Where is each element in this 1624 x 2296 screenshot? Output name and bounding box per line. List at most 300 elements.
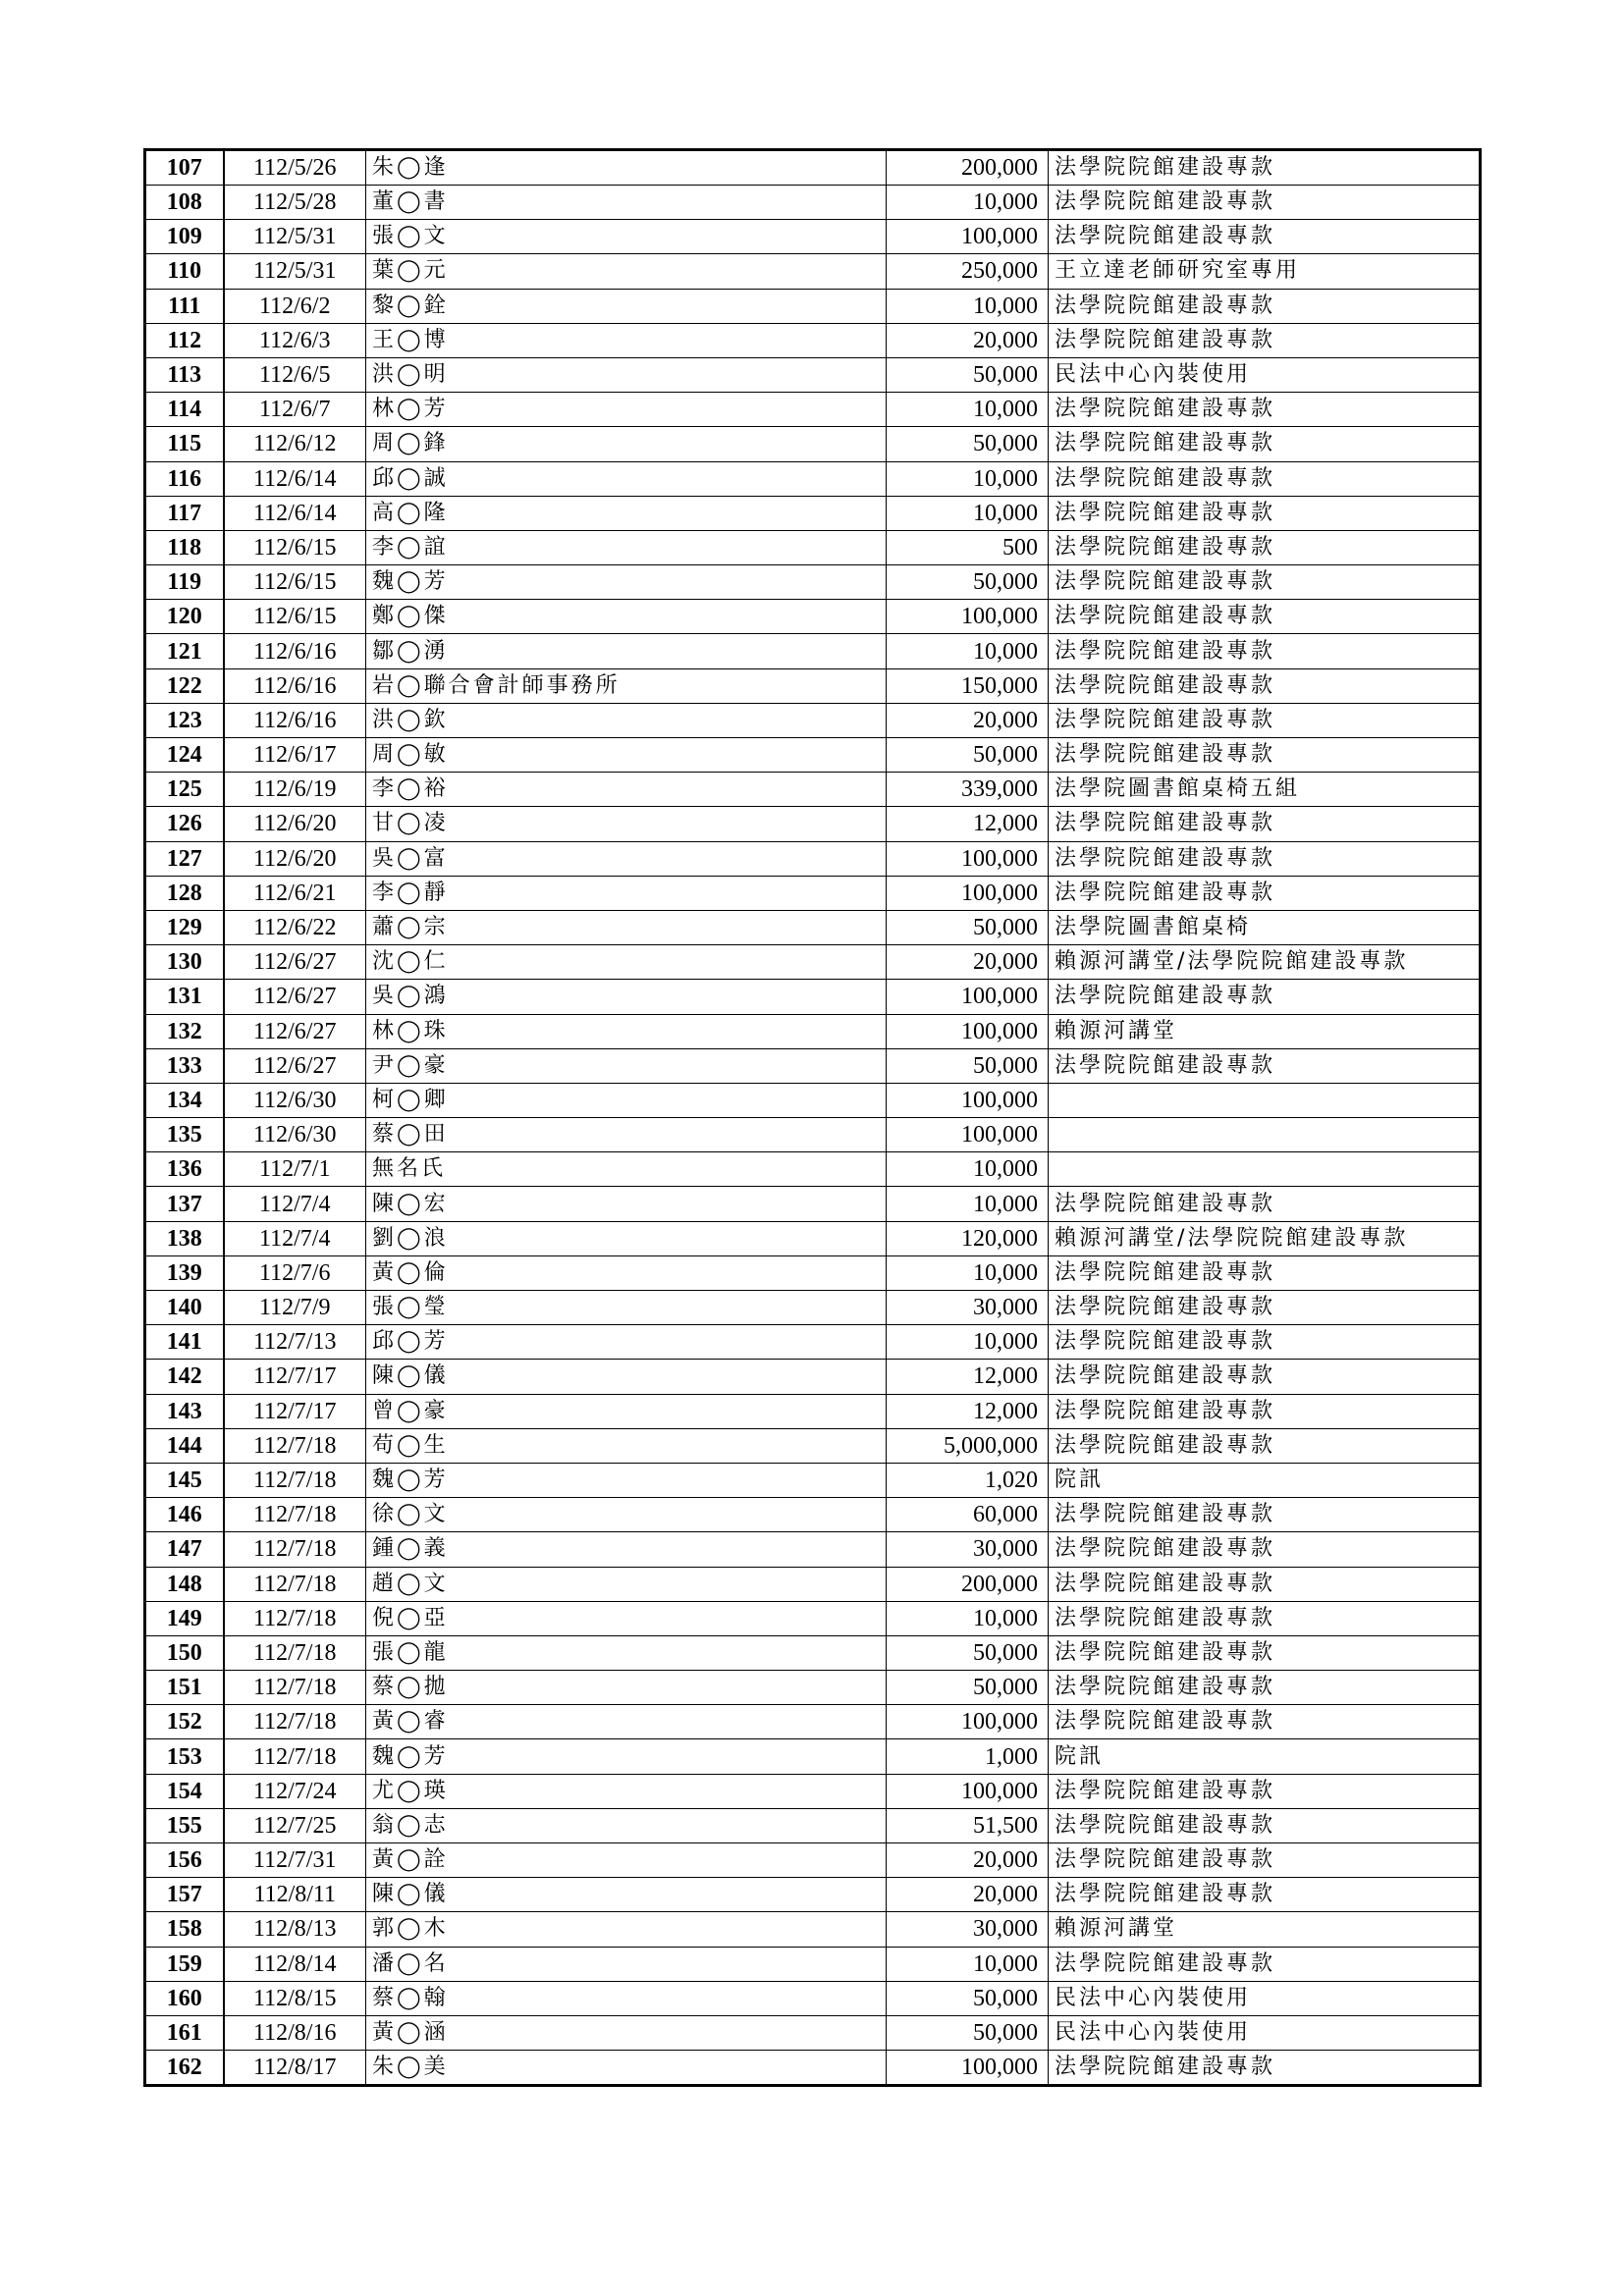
table-row xyxy=(145,1118,1481,1152)
date-cell: 112/7/4 xyxy=(224,1187,366,1221)
row-number-cell: 139 xyxy=(145,1255,224,1290)
table-row xyxy=(145,393,1481,427)
table-row xyxy=(145,2051,1481,2086)
purpose-cell: 法學院院館建設專款 xyxy=(1049,1360,1481,1394)
row-number-cell: 154 xyxy=(145,1774,224,1808)
donor-name-cell: 倪◯亞 xyxy=(366,1601,887,1635)
row-number-cell: 110 xyxy=(145,254,224,289)
row-number-cell: 126 xyxy=(145,807,224,841)
date-cell: 112/7/31 xyxy=(224,1843,366,1878)
donor-name-cell: 張◯文 xyxy=(366,220,887,254)
row-number-cell: 120 xyxy=(145,600,224,634)
date-cell: 112/5/26 xyxy=(224,150,366,186)
donor-name-cell: 蔡◯翰 xyxy=(366,1981,887,2015)
amount-cell: 10,000 xyxy=(887,496,1049,530)
amount-cell: 20,000 xyxy=(887,323,1049,357)
date-cell: 112/6/15 xyxy=(224,565,366,600)
donor-name-cell: 苟◯生 xyxy=(366,1428,887,1463)
purpose-cell: 法學院院館建設專款 xyxy=(1049,1878,1481,1912)
table-row xyxy=(145,1601,1481,1635)
table-row xyxy=(145,461,1481,496)
table-row xyxy=(145,773,1481,807)
purpose-cell: 法學院院館建設專款 xyxy=(1049,1255,1481,1290)
purpose-cell: 法學院院館建設專款 xyxy=(1049,1291,1481,1325)
amount-cell: 10,000 xyxy=(887,186,1049,220)
purpose-cell: 法學院院館建設專款 xyxy=(1049,980,1481,1014)
row-number-cell: 153 xyxy=(145,1739,224,1774)
row-number-cell: 157 xyxy=(145,1878,224,1912)
table-row xyxy=(145,1394,1481,1428)
donor-name-cell: 鄭◯傑 xyxy=(366,600,887,634)
table-row xyxy=(145,323,1481,357)
amount-cell: 10,000 xyxy=(887,393,1049,427)
date-cell: 112/7/13 xyxy=(224,1325,366,1360)
table-row xyxy=(145,1981,1481,2015)
date-cell: 112/8/15 xyxy=(224,1981,366,2015)
row-number-cell: 161 xyxy=(145,2015,224,2050)
row-number-cell: 112 xyxy=(145,323,224,357)
amount-cell: 50,000 xyxy=(887,357,1049,392)
purpose-cell: 法學院院館建設專款 xyxy=(1049,1325,1481,1360)
date-cell: 112/7/18 xyxy=(224,1671,366,1705)
table-row xyxy=(145,150,1481,186)
purpose-cell: 院訊 xyxy=(1049,1739,1481,1774)
amount-cell: 30,000 xyxy=(887,1532,1049,1567)
donor-name-cell: 董◯書 xyxy=(366,186,887,220)
date-cell: 112/6/27 xyxy=(224,1048,366,1083)
purpose-cell: 法學院院館建設專款 xyxy=(1049,876,1481,910)
row-number-cell: 144 xyxy=(145,1428,224,1463)
donor-name-cell: 無名氏 xyxy=(366,1152,887,1187)
table-row xyxy=(145,220,1481,254)
date-cell: 112/7/18 xyxy=(224,1601,366,1635)
purpose-cell: 法學院院館建設專款 xyxy=(1049,1774,1481,1808)
table-row xyxy=(145,1498,1481,1532)
donor-name-cell: 葉◯元 xyxy=(366,254,887,289)
amount-cell: 150,000 xyxy=(887,668,1049,703)
purpose-cell: 法學院院館建設專款 xyxy=(1049,738,1481,773)
table-row xyxy=(145,1774,1481,1808)
purpose-cell: 法學院院館建設專款 xyxy=(1049,1532,1481,1567)
donor-name-cell: 吳◯鴻 xyxy=(366,980,887,1014)
donor-name-cell: 潘◯名 xyxy=(366,1947,887,1981)
table-row xyxy=(145,1532,1481,1567)
table-row xyxy=(145,1152,1481,1187)
amount-cell: 200,000 xyxy=(887,1567,1049,1601)
amount-cell: 20,000 xyxy=(887,945,1049,980)
date-cell: 112/6/17 xyxy=(224,738,366,773)
donor-name-cell: 洪◯欽 xyxy=(366,703,887,737)
donor-name-cell: 邱◯誠 xyxy=(366,461,887,496)
date-cell: 112/6/15 xyxy=(224,530,366,564)
donor-name-cell: 邱◯芳 xyxy=(366,1325,887,1360)
row-number-cell: 111 xyxy=(145,289,224,323)
donor-name-cell: 林◯珠 xyxy=(366,1014,887,1048)
date-cell: 112/5/28 xyxy=(224,186,366,220)
purpose-cell: 法學院院館建設專款 xyxy=(1049,1947,1481,1981)
table-row xyxy=(145,703,1481,737)
date-cell: 112/7/18 xyxy=(224,1567,366,1601)
date-cell: 112/7/18 xyxy=(224,1739,366,1774)
donor-name-cell: 翁◯志 xyxy=(366,1808,887,1842)
table-row xyxy=(145,186,1481,220)
row-number-cell: 151 xyxy=(145,1671,224,1705)
purpose-cell: 法學院院館建設專款 xyxy=(1049,1601,1481,1635)
purpose-cell xyxy=(1049,1118,1481,1152)
purpose-cell: 院訊 xyxy=(1049,1463,1481,1497)
amount-cell: 50,000 xyxy=(887,2015,1049,2050)
donor-name-cell: 周◯敏 xyxy=(366,738,887,773)
amount-cell: 100,000 xyxy=(887,1705,1049,1739)
amount-cell: 100,000 xyxy=(887,876,1049,910)
row-number-cell: 109 xyxy=(145,220,224,254)
purpose-cell: 賴源河講堂 xyxy=(1049,1912,1481,1947)
table-row xyxy=(145,910,1481,944)
donor-name-cell: 洪◯明 xyxy=(366,357,887,392)
date-cell: 112/7/1 xyxy=(224,1152,366,1187)
table-row xyxy=(145,565,1481,600)
donor-name-cell: 劉◯浪 xyxy=(366,1221,887,1255)
table-row xyxy=(145,807,1481,841)
purpose-cell: 法學院院館建設專款 xyxy=(1049,186,1481,220)
row-number-cell: 135 xyxy=(145,1118,224,1152)
table-row xyxy=(145,1325,1481,1360)
table-row xyxy=(145,289,1481,323)
donor-name-cell: 蕭◯宗 xyxy=(366,910,887,944)
row-number-cell: 162 xyxy=(145,2051,224,2086)
donor-name-cell: 柯◯卿 xyxy=(366,1083,887,1117)
purpose-cell: 法學院院館建設專款 xyxy=(1049,1567,1481,1601)
date-cell: 112/7/6 xyxy=(224,1255,366,1290)
amount-cell: 100,000 xyxy=(887,841,1049,876)
table-row xyxy=(145,357,1481,392)
amount-cell: 10,000 xyxy=(887,1187,1049,1221)
amount-cell: 100,000 xyxy=(887,1774,1049,1808)
row-number-cell: 113 xyxy=(145,357,224,392)
table-row xyxy=(145,1291,1481,1325)
table-row xyxy=(145,1808,1481,1842)
amount-cell: 50,000 xyxy=(887,1635,1049,1670)
donor-name-cell: 尤◯瑛 xyxy=(366,1774,887,1808)
donor-name-cell: 魏◯芳 xyxy=(366,1463,887,1497)
date-cell: 112/6/30 xyxy=(224,1083,366,1117)
purpose-cell: 法學院院館建設專款 xyxy=(1049,1048,1481,1083)
row-number-cell: 119 xyxy=(145,565,224,600)
amount-cell: 50,000 xyxy=(887,1048,1049,1083)
table-row xyxy=(145,1671,1481,1705)
date-cell: 112/6/16 xyxy=(224,668,366,703)
amount-cell: 50,000 xyxy=(887,1981,1049,2015)
row-number-cell: 159 xyxy=(145,1947,224,1981)
row-number-cell: 148 xyxy=(145,1567,224,1601)
row-number-cell: 141 xyxy=(145,1325,224,1360)
table-row xyxy=(145,1463,1481,1497)
amount-cell: 50,000 xyxy=(887,565,1049,600)
table-row xyxy=(145,1567,1481,1601)
purpose-cell: 法學院院館建設專款 xyxy=(1049,703,1481,737)
amount-cell: 100,000 xyxy=(887,980,1049,1014)
amount-cell: 100,000 xyxy=(887,2051,1049,2086)
table-row xyxy=(145,496,1481,530)
donor-name-cell: 鍾◯義 xyxy=(366,1532,887,1567)
donor-name-cell: 岩◯聯合會計師事務所 xyxy=(366,668,887,703)
amount-cell: 200,000 xyxy=(887,150,1049,186)
row-number-cell: 156 xyxy=(145,1843,224,1878)
donor-name-cell: 陳◯儀 xyxy=(366,1878,887,1912)
date-cell: 112/6/14 xyxy=(224,496,366,530)
purpose-cell: 法學院院館建設專款 xyxy=(1049,1635,1481,1670)
amount-cell: 5,000,000 xyxy=(887,1428,1049,1463)
table-row xyxy=(145,1083,1481,1117)
row-number-cell: 116 xyxy=(145,461,224,496)
purpose-cell: 王立達老師研究室專用 xyxy=(1049,254,1481,289)
amount-cell: 1,000 xyxy=(887,1739,1049,1774)
purpose-cell: 法學院院館建設專款 xyxy=(1049,496,1481,530)
amount-cell: 30,000 xyxy=(887,1912,1049,1947)
amount-cell: 100,000 xyxy=(887,220,1049,254)
amount-cell: 10,000 xyxy=(887,1947,1049,1981)
donor-name-cell: 郭◯木 xyxy=(366,1912,887,1947)
table-row xyxy=(145,1635,1481,1670)
donor-name-cell: 鄒◯湧 xyxy=(366,634,887,668)
table-row xyxy=(145,841,1481,876)
amount-cell: 12,000 xyxy=(887,807,1049,841)
amount-cell: 50,000 xyxy=(887,427,1049,461)
date-cell: 112/8/13 xyxy=(224,1912,366,1947)
purpose-cell: 法學院院館建設專款 xyxy=(1049,1428,1481,1463)
date-cell: 112/6/16 xyxy=(224,634,366,668)
table-row xyxy=(145,1843,1481,1878)
row-number-cell: 160 xyxy=(145,1981,224,2015)
amount-cell: 60,000 xyxy=(887,1498,1049,1532)
purpose-cell: 法學院圖書館桌椅五組 xyxy=(1049,773,1481,807)
date-cell: 112/6/15 xyxy=(224,600,366,634)
amount-cell: 339,000 xyxy=(887,773,1049,807)
amount-cell: 100,000 xyxy=(887,1118,1049,1152)
table-row xyxy=(145,738,1481,773)
date-cell: 112/7/18 xyxy=(224,1498,366,1532)
row-number-cell: 142 xyxy=(145,1360,224,1394)
donation-table-body xyxy=(145,150,1481,2086)
row-number-cell: 128 xyxy=(145,876,224,910)
purpose-cell: 法學院院館建設專款 xyxy=(1049,634,1481,668)
table-row xyxy=(145,1221,1481,1255)
amount-cell: 20,000 xyxy=(887,1843,1049,1878)
donor-name-cell: 王◯博 xyxy=(366,323,887,357)
date-cell: 112/5/31 xyxy=(224,254,366,289)
purpose-cell: 法學院院館建設專款 xyxy=(1049,1671,1481,1705)
date-cell: 112/6/7 xyxy=(224,393,366,427)
row-number-cell: 134 xyxy=(145,1083,224,1117)
amount-cell: 10,000 xyxy=(887,1152,1049,1187)
date-cell: 112/6/12 xyxy=(224,427,366,461)
amount-cell: 12,000 xyxy=(887,1360,1049,1394)
amount-cell: 500 xyxy=(887,530,1049,564)
purpose-cell: 法學院院館建設專款 xyxy=(1049,841,1481,876)
row-number-cell: 117 xyxy=(145,496,224,530)
table-row xyxy=(145,634,1481,668)
row-number-cell: 123 xyxy=(145,703,224,737)
donor-name-cell: 黃◯詮 xyxy=(366,1843,887,1878)
donor-name-cell: 吳◯富 xyxy=(366,841,887,876)
row-number-cell: 136 xyxy=(145,1152,224,1187)
row-number-cell: 145 xyxy=(145,1463,224,1497)
row-number-cell: 118 xyxy=(145,530,224,564)
date-cell: 112/7/4 xyxy=(224,1221,366,1255)
donor-name-cell: 張◯瑩 xyxy=(366,1291,887,1325)
purpose-cell: 法學院院館建設專款 xyxy=(1049,1187,1481,1221)
amount-cell: 50,000 xyxy=(887,1671,1049,1705)
row-number-cell: 114 xyxy=(145,393,224,427)
purpose-cell: 賴源河講堂/法學院院館建設專款 xyxy=(1049,945,1481,980)
purpose-cell: 法學院圖書館桌椅 xyxy=(1049,910,1481,944)
table-row xyxy=(145,1048,1481,1083)
date-cell: 112/6/5 xyxy=(224,357,366,392)
table-row xyxy=(145,1878,1481,1912)
donor-name-cell: 李◯裕 xyxy=(366,773,887,807)
date-cell: 112/6/20 xyxy=(224,841,366,876)
row-number-cell: 125 xyxy=(145,773,224,807)
donor-name-cell: 魏◯芳 xyxy=(366,565,887,600)
table-row xyxy=(145,2015,1481,2050)
date-cell: 112/7/18 xyxy=(224,1635,366,1670)
date-cell: 112/7/24 xyxy=(224,1774,366,1808)
date-cell: 112/8/11 xyxy=(224,1878,366,1912)
amount-cell: 10,000 xyxy=(887,1325,1049,1360)
amount-cell: 51,500 xyxy=(887,1808,1049,1842)
purpose-cell: 法學院院館建設專款 xyxy=(1049,289,1481,323)
row-number-cell: 129 xyxy=(145,910,224,944)
amount-cell: 20,000 xyxy=(887,703,1049,737)
table-row xyxy=(145,980,1481,1014)
row-number-cell: 158 xyxy=(145,1912,224,1947)
row-number-cell: 122 xyxy=(145,668,224,703)
row-number-cell: 133 xyxy=(145,1048,224,1083)
date-cell: 112/6/2 xyxy=(224,289,366,323)
row-number-cell: 149 xyxy=(145,1601,224,1635)
table-row xyxy=(145,1187,1481,1221)
table-row xyxy=(145,427,1481,461)
purpose-cell: 法學院院館建設專款 xyxy=(1049,220,1481,254)
amount-cell: 50,000 xyxy=(887,738,1049,773)
donor-name-cell: 朱◯美 xyxy=(366,2051,887,2086)
table-row xyxy=(145,254,1481,289)
donation-table xyxy=(143,148,1482,2087)
purpose-cell: 法學院院館建設專款 xyxy=(1049,807,1481,841)
donor-name-cell: 甘◯凌 xyxy=(366,807,887,841)
amount-cell: 30,000 xyxy=(887,1291,1049,1325)
date-cell: 112/8/17 xyxy=(224,2051,366,2086)
date-cell: 112/6/27 xyxy=(224,1014,366,1048)
amount-cell: 100,000 xyxy=(887,600,1049,634)
amount-cell: 20,000 xyxy=(887,1878,1049,1912)
row-number-cell: 131 xyxy=(145,980,224,1014)
amount-cell: 10,000 xyxy=(887,1601,1049,1635)
date-cell: 112/6/27 xyxy=(224,945,366,980)
row-number-cell: 132 xyxy=(145,1014,224,1048)
purpose-cell: 賴源河講堂 xyxy=(1049,1014,1481,1048)
row-number-cell: 127 xyxy=(145,841,224,876)
purpose-cell xyxy=(1049,1152,1481,1187)
table-row xyxy=(145,1947,1481,1981)
date-cell: 112/8/16 xyxy=(224,2015,366,2050)
purpose-cell: 法學院院館建設專款 xyxy=(1049,1808,1481,1842)
row-number-cell: 155 xyxy=(145,1808,224,1842)
purpose-cell: 法學院院館建設專款 xyxy=(1049,1705,1481,1739)
donor-name-cell: 高◯隆 xyxy=(366,496,887,530)
donor-name-cell: 蔡◯拋 xyxy=(366,1671,887,1705)
date-cell: 112/7/18 xyxy=(224,1463,366,1497)
row-number-cell: 138 xyxy=(145,1221,224,1255)
amount-cell: 250,000 xyxy=(887,254,1049,289)
row-number-cell: 143 xyxy=(145,1394,224,1428)
purpose-cell: 法學院院館建設專款 xyxy=(1049,323,1481,357)
amount-cell: 120,000 xyxy=(887,1221,1049,1255)
purpose-cell: 法學院院館建設專款 xyxy=(1049,427,1481,461)
purpose-cell xyxy=(1049,1083,1481,1117)
purpose-cell: 法學院院館建設專款 xyxy=(1049,1394,1481,1428)
row-number-cell: 115 xyxy=(145,427,224,461)
date-cell: 112/6/30 xyxy=(224,1118,366,1152)
purpose-cell: 賴源河講堂/法學院院館建設專款 xyxy=(1049,1221,1481,1255)
donor-name-cell: 魏◯芳 xyxy=(366,1739,887,1774)
row-number-cell: 146 xyxy=(145,1498,224,1532)
table-row xyxy=(145,600,1481,634)
date-cell: 112/6/22 xyxy=(224,910,366,944)
donor-name-cell: 蔡◯田 xyxy=(366,1118,887,1152)
donor-name-cell: 林◯芳 xyxy=(366,393,887,427)
amount-cell: 100,000 xyxy=(887,1014,1049,1048)
table-row xyxy=(145,876,1481,910)
date-cell: 112/7/17 xyxy=(224,1360,366,1394)
table-row xyxy=(145,1428,1481,1463)
table-row xyxy=(145,530,1481,564)
purpose-cell: 法學院院館建設專款 xyxy=(1049,1498,1481,1532)
date-cell: 112/6/19 xyxy=(224,773,366,807)
purpose-cell: 民法中心內裝使用 xyxy=(1049,357,1481,392)
date-cell: 112/6/16 xyxy=(224,703,366,737)
purpose-cell: 民法中心內裝使用 xyxy=(1049,1981,1481,2015)
row-number-cell: 150 xyxy=(145,1635,224,1670)
amount-cell: 12,000 xyxy=(887,1394,1049,1428)
donor-name-cell: 黎◯銓 xyxy=(366,289,887,323)
purpose-cell: 法學院院館建設專款 xyxy=(1049,668,1481,703)
row-number-cell: 108 xyxy=(145,186,224,220)
amount-cell: 10,000 xyxy=(887,461,1049,496)
table-row xyxy=(145,1912,1481,1947)
table-row xyxy=(145,1360,1481,1394)
row-number-cell: 152 xyxy=(145,1705,224,1739)
amount-cell: 50,000 xyxy=(887,910,1049,944)
purpose-cell: 法學院院館建設專款 xyxy=(1049,600,1481,634)
date-cell: 112/6/27 xyxy=(224,980,366,1014)
donor-name-cell: 曾◯豪 xyxy=(366,1394,887,1428)
donor-name-cell: 趙◯文 xyxy=(366,1567,887,1601)
donor-name-cell: 陳◯宏 xyxy=(366,1187,887,1221)
table-row xyxy=(145,945,1481,980)
donor-name-cell: 徐◯文 xyxy=(366,1498,887,1532)
donor-name-cell: 黃◯倫 xyxy=(366,1255,887,1290)
purpose-cell: 法學院院館建設專款 xyxy=(1049,530,1481,564)
row-number-cell: 121 xyxy=(145,634,224,668)
purpose-cell: 法學院院館建設專款 xyxy=(1049,2051,1481,2086)
date-cell: 112/7/18 xyxy=(224,1705,366,1739)
date-cell: 112/7/18 xyxy=(224,1428,366,1463)
donor-name-cell: 張◯龍 xyxy=(366,1635,887,1670)
date-cell: 112/6/21 xyxy=(224,876,366,910)
purpose-cell: 法學院院館建設專款 xyxy=(1049,1843,1481,1878)
donor-name-cell: 朱◯逢 xyxy=(366,150,887,186)
